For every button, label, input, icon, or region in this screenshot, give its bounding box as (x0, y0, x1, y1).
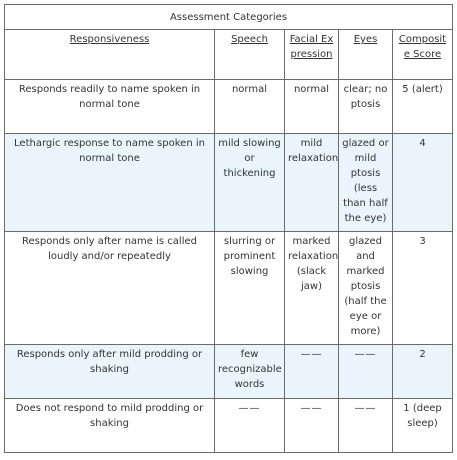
composite-score-cell: 1 (deep sleep) (393, 399, 453, 453)
responsiveness-cell: Responds readily to name spoken in normal tone (5, 80, 215, 134)
column-header-speech: Speech (215, 30, 285, 80)
speech-cell: slurring or prominent slowing (215, 232, 285, 345)
table-row (5, 345, 453, 399)
facial-expression-cell: —— (285, 345, 339, 399)
table-row (5, 134, 453, 232)
responsiveness-cell: Responds only after name is called loudly and/or repeatedly (5, 232, 215, 345)
speech-cell: —— (215, 399, 285, 453)
column-header-responsiveness: Responsiveness (5, 30, 215, 80)
table-title: Assessment Categories (5, 5, 453, 30)
composite-score-cell: 4 (393, 134, 453, 232)
speech-cell: mild slowing or thickening (215, 134, 285, 232)
table-row (5, 399, 453, 453)
column-header-eyes: Eyes (339, 30, 393, 80)
responsiveness-cell: Lethargic response to name spoken in normal tone (5, 134, 215, 232)
facial-expression-cell: normal (285, 80, 339, 134)
eyes-cell: —— (339, 399, 393, 453)
column-header-facial-expression: Facial Expression (285, 30, 339, 80)
facial-expression-cell: marked relaxation (slack jaw) (285, 232, 339, 345)
table-row (5, 80, 453, 134)
table-row (5, 232, 453, 345)
eyes-cell: clear; no ptosis (339, 80, 393, 134)
column-header-composite-score: Composite Score (393, 30, 453, 80)
assessment-table (4, 4, 453, 453)
eyes-cell: glazed and marked ptosis (half the eye or more) (339, 232, 393, 345)
eyes-cell: —— (339, 345, 393, 399)
responsiveness-cell: Does not respond to mild prodding or shaking (5, 399, 215, 453)
composite-score-cell: 5 (alert) (393, 80, 453, 134)
facial-expression-cell: mild relaxation (285, 134, 339, 232)
composite-score-cell: 3 (393, 232, 453, 345)
facial-expression-cell: —— (285, 399, 339, 453)
speech-cell: normal (215, 80, 285, 134)
responsiveness-cell: Responds only after mild prodding or shaking (5, 345, 215, 399)
eyes-cell: glazed or mild ptosis (less than half the eye) (339, 134, 393, 232)
speech-cell: few recognizable words (215, 345, 285, 399)
composite-score-cell: 2 (393, 345, 453, 399)
